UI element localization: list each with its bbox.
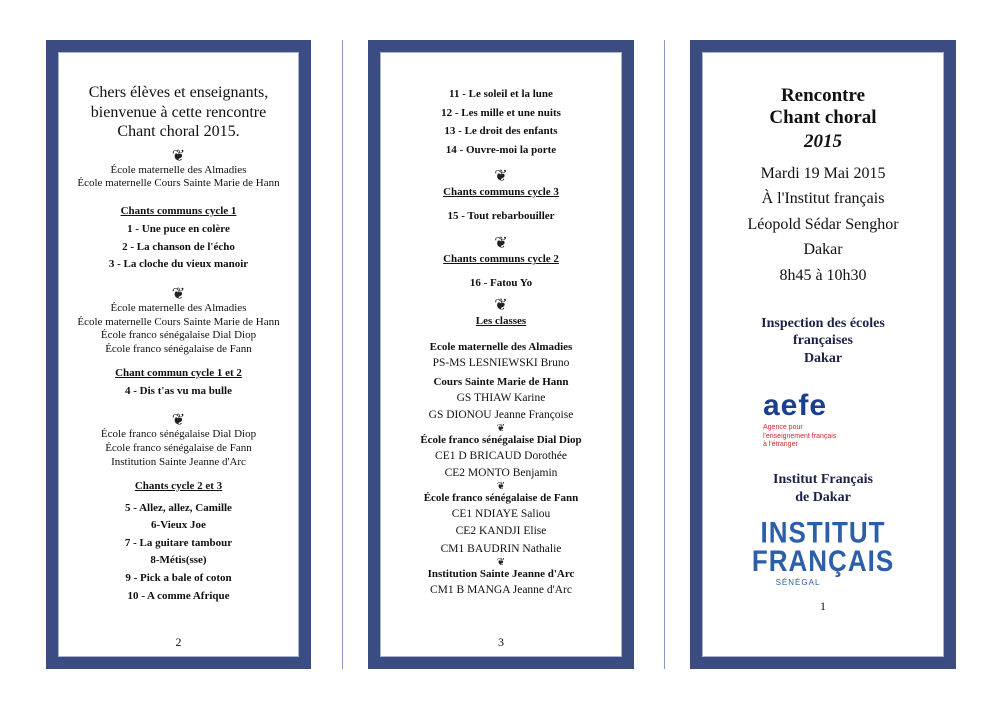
cycle23-title: Chants cycle 2 et 3	[134, 479, 223, 492]
song-item: 4 - Dis t'as vu ma bulle	[125, 384, 232, 397]
fold-line-1	[342, 40, 343, 669]
class-teacher: PS-MS LESNIEWSKI Bruno	[432, 356, 570, 369]
event-date: Mardi 19 Mai 2015	[760, 164, 886, 182]
panel-program-2	[368, 40, 634, 669]
inspection-label	[703, 315, 943, 368]
cycle2-title: Chants communs cycle 2	[443, 253, 559, 266]
panel-program-1	[46, 40, 311, 669]
panel-3-content	[702, 52, 944, 657]
song-item: 6-Vieux Joe	[151, 519, 206, 532]
school-name: École franco sénégalaise de Fann	[105, 442, 252, 455]
page-number: 1	[820, 599, 826, 613]
inspection-line: françaises	[793, 333, 853, 349]
class-school: École franco sénégalaise de Fann	[423, 492, 579, 505]
panel-2-content	[380, 52, 622, 657]
aefe-logo-word: aefe	[763, 389, 828, 423]
song-item: 8-Métis(sse)	[150, 554, 207, 567]
event-time: 8h45 à 10h30	[779, 267, 867, 285]
song-item: 5 - Allez, allez, Camille	[125, 501, 232, 514]
class-teacher: CM1 B MANGA Jeanne d'Arc	[430, 583, 572, 596]
institut-line: de Dakar	[795, 489, 851, 505]
school-name: École maternelle des Almadies	[110, 301, 247, 314]
if-logo-line: FRANÇAIS	[751, 543, 895, 579]
event-place-line1: À l'Institut français	[761, 190, 885, 208]
group1-schools	[59, 164, 298, 192]
class-school: Cours Sainte Marie de Hann	[433, 375, 569, 388]
event-place-line2: Léopold Sédar Senghor	[747, 215, 899, 233]
song-item: 14 - Ouvre-moi la porte	[445, 144, 557, 157]
class-teacher: CM1 BAUDRIN Nathalie	[440, 542, 562, 555]
song-item: 16 - Fatou Yo	[469, 277, 533, 290]
ornament-icon: ❦	[496, 556, 506, 568]
page-number: 2	[175, 635, 182, 649]
song-item: 15 - Tout rebarbouiller	[447, 209, 555, 222]
aefe-sub-line: l'enseignement français	[763, 432, 837, 440]
cover-title-line1: Rencontre	[780, 85, 866, 106]
cycle3-title: Chants communs cycle 3	[443, 185, 559, 198]
cycle12-title: Chant commun cycle 1 et 2	[115, 366, 242, 379]
cover-title-line2: Chant choral	[769, 106, 877, 128]
aefe-sub-line: à l'étranger	[763, 440, 798, 448]
panel-cover	[690, 40, 956, 669]
song-item: 11 - Le soleil et la lune	[449, 88, 553, 100]
song-item: 3 - La cloche du vieux manoir	[108, 258, 249, 271]
ornament-icon: ❦	[494, 165, 508, 185]
school-name: École franco sénégalaise Dial Diop	[100, 329, 257, 342]
panel-1-content	[58, 52, 299, 657]
school-name: Institution Sainte Jeanne d'Arc	[111, 455, 246, 468]
class-teacher: GS THIAW Karine	[456, 391, 546, 404]
page-number: 3	[498, 635, 504, 649]
school-name: École maternelle des Almadies	[110, 163, 247, 176]
ornament-icon: ❦	[496, 423, 506, 435]
class-teacher: CE2 KANDJI Elise	[455, 525, 547, 538]
institut-line: Institut Français	[773, 472, 873, 488]
ornament-icon: ❦	[171, 145, 186, 165]
greeting-text: Chers élèves et enseignants, bienvenue à cette rencontre Chant choral 2015.	[88, 84, 269, 141]
classes-title: Les classes	[475, 314, 527, 327]
school-name: École franco sénégalaise de Fann	[105, 343, 252, 356]
class-teacher: CE1 D BRICAUD Dorothée	[435, 449, 567, 462]
aefe-logo-subtitle	[763, 424, 883, 449]
song-item: 2 - La chanson de l'écho	[122, 240, 235, 253]
song-item: 9 - Pick a bale of coton	[125, 572, 232, 585]
song-item: 12 - Les mille et une nuits	[441, 106, 561, 119]
class-teacher: GS DIONOU Jeanne Françoise	[428, 408, 574, 421]
fold-line-2	[664, 40, 665, 669]
song-item: 10 - A comme Afrique	[127, 589, 230, 602]
class-school: École franco sénégalaise Dial Diop	[420, 434, 582, 447]
cycle1-title: Chants communs cycle 1	[120, 205, 237, 218]
aefe-logo	[763, 391, 883, 449]
group2-schools	[59, 302, 298, 357]
inspection-line: Dakar	[803, 350, 843, 366]
school-name: École maternelle Cours Sainte Marie de Hann	[77, 315, 280, 328]
ornament-icon: ❦	[494, 294, 508, 314]
song-item: 13 - Le droit des enfants	[444, 125, 558, 138]
inspection-line: Inspection des écoles	[761, 315, 885, 331]
class-school: Ecole maternelle des Almadies	[429, 340, 573, 353]
if-logo-country: SÉNÉGAL	[775, 577, 821, 587]
school-name: École maternelle Cours Sainte Marie de Hann	[77, 177, 280, 190]
if-logo-line: INSTITUT	[760, 515, 886, 550]
class-school: Institution Sainte Jeanne d'Arc	[427, 567, 575, 580]
school-name: École franco sénégalaise Dial Diop	[100, 428, 257, 441]
event-city: Dakar	[803, 241, 843, 259]
ornament-icon: ❦	[171, 283, 186, 303]
institut-label	[703, 471, 943, 506]
song-item: 7 - La guitare tambour	[124, 536, 233, 549]
song-item: 1 - Une puce en colère	[127, 223, 230, 236]
aefe-sub-line: Agence pour	[763, 424, 803, 432]
cover-year: 2015	[804, 130, 842, 152]
ornament-icon: ❦	[494, 233, 508, 253]
ornament-icon: ❦	[171, 410, 186, 430]
ornament-icon: ❦	[496, 481, 506, 493]
group3-schools	[59, 428, 298, 469]
institut-francais-logo	[703, 515, 943, 579]
class-teacher: CE1 NDIAYE Saliou	[451, 508, 551, 521]
class-teacher: CE2 MONTO Benjamin	[444, 467, 558, 480]
